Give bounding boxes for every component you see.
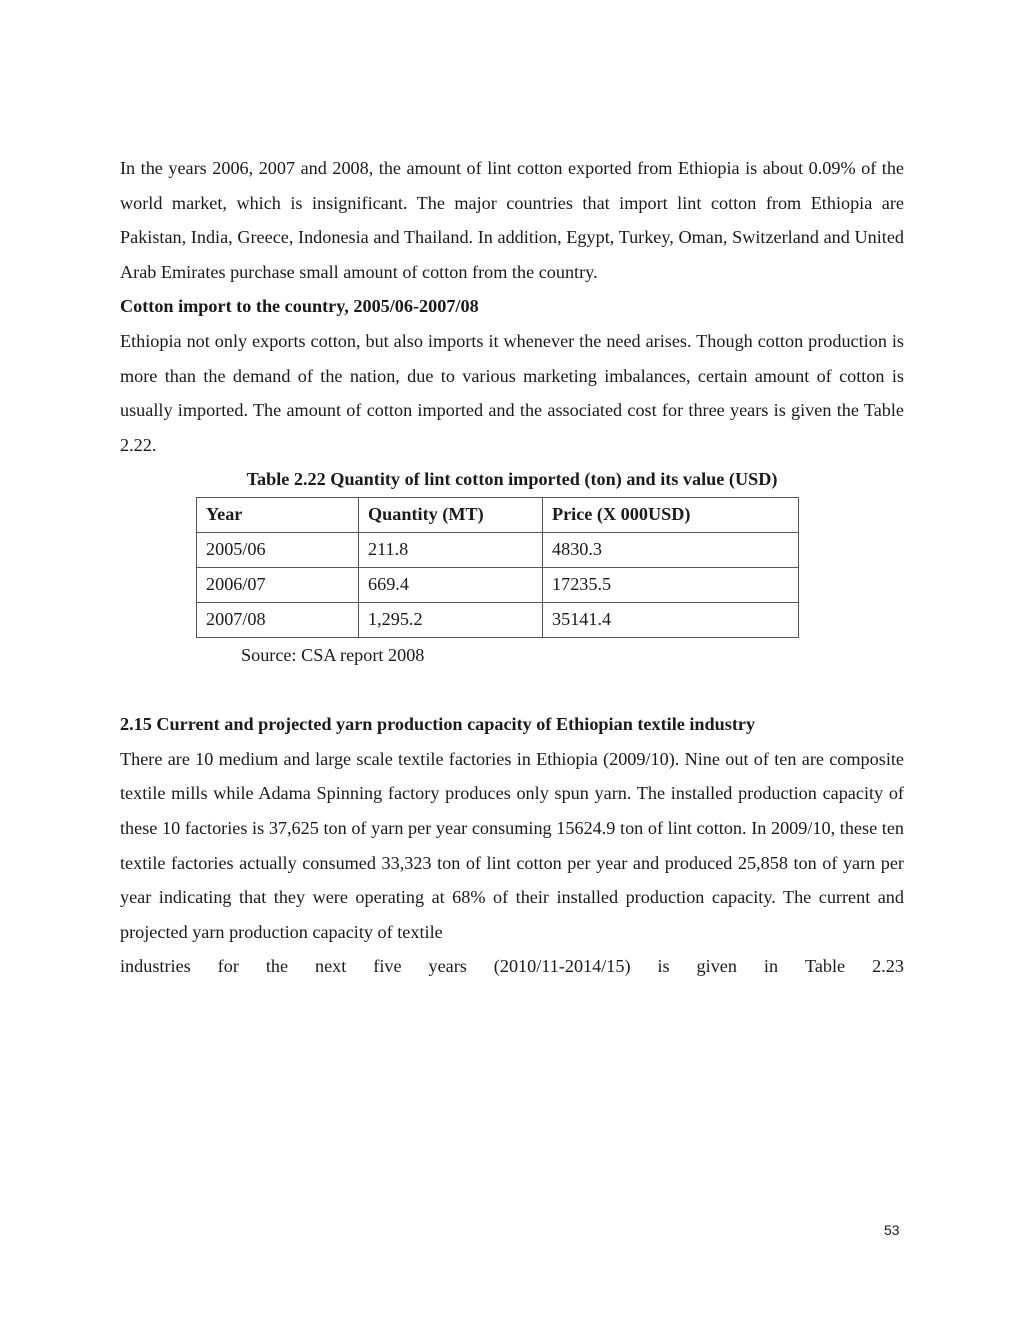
word: given <box>696 956 737 977</box>
word: in <box>763 956 779 977</box>
document-page <box>120 151 904 984</box>
table-source: Source: CSA report 2008 <box>241 644 425 665</box>
word: five <box>373 956 402 977</box>
table-header-year: Year <box>197 497 359 532</box>
word: for <box>217 956 239 977</box>
cotton-import-table <box>196 497 799 638</box>
table-header-row <box>197 497 799 532</box>
table-header-price: Price (X 000USD) <box>543 497 799 532</box>
table-cell-year: 2005/06 <box>197 532 359 567</box>
word: years <box>428 956 467 977</box>
table-caption: Table 2.22 Quantity of lint cotton imported (ton) and its value (USD) <box>246 469 778 490</box>
heading-cotton-import: Cotton import to the country, 2005/06-2007/08 <box>120 296 479 317</box>
table-cell-quantity: 211.8 <box>359 532 543 567</box>
table-row <box>197 532 799 567</box>
paragraph-cotton-export: In the years 2006, 2007 and 2008, the amount of lint cotton exported from Ethiopia is about 0.09% of the world market, which is insignificant. The major countries that import lint cotton from Ethiopia are Pakistan, India, Greece, Indonesia and Thailand. In addition, Egypt, Turkey, Oman, Switzerland and United Arab Emirates purchase small amount of cotton from the country. <box>120 158 904 282</box>
table-cell-quantity: 1,295.2 <box>359 602 543 637</box>
table-cell-year: 2006/07 <box>197 567 359 602</box>
page-number: 53 <box>884 1222 900 1238</box>
paragraph-cotton-import: Ethiopia not only exports cotton, but also imports it whenever the need arises. Though cotton production is more than the demand of the nation, due to various marketing imbalances, certain amount of cotton is usually imported. The amount of cotton imported and the associated cost for three years is given the Table 2.22. <box>120 330 904 455</box>
word: next <box>315 956 347 977</box>
paragraph-last-line <box>120 949 904 984</box>
table-row <box>197 567 799 602</box>
word: is <box>657 956 670 977</box>
table-cell-price: 17235.5 <box>543 567 799 602</box>
word: Table <box>805 956 846 977</box>
table-cell-price: 4830.3 <box>543 532 799 567</box>
table-cell-year: 2007/08 <box>197 602 359 637</box>
table-header-quantity: Quantity (MT) <box>359 497 543 532</box>
table-cell-price: 35141.4 <box>543 602 799 637</box>
word: 2.23 <box>872 956 904 977</box>
table-row <box>197 602 799 637</box>
word: (2010/11-2014/15) <box>493 956 631 977</box>
word: the <box>265 956 289 977</box>
section-heading-yarn-capacity: 2.15 Current and projected yarn production capacity of Ethiopian textile industry <box>120 714 756 735</box>
section-spacer <box>120 673 904 708</box>
paragraph-yarn-capacity: There are 10 medium and large scale textile factories in Ethiopia (2009/10). Nine out of ten are composite textile mills while Adama Spinning factory produces only spun yarn. The installed production capacity of these 10 factories is 37,625 ton of yarn per year consuming 15624.9 ton of lint cotton. In 2009/10, these ten textile factories actually consumed 33,323 ton of lint cotton per year and produced 25,858 ton of yarn per year indicating that they were operating at 68% of their installed production capacity. The current and projected yarn production capacity of textile <box>120 748 904 942</box>
table-cell-quantity: 669.4 <box>359 567 543 602</box>
word: industries <box>120 956 191 977</box>
